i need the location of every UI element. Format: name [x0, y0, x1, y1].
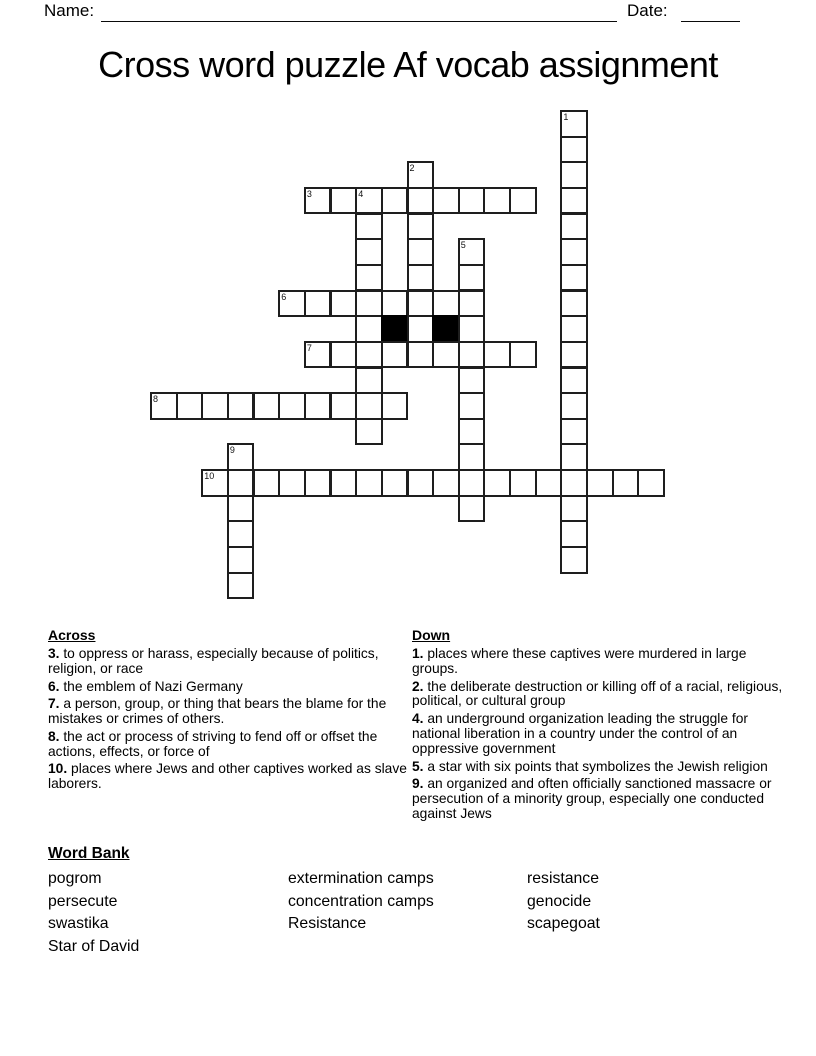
cell-number: 9: [229, 445, 235, 456]
clue-item: [412, 760, 786, 775]
clue-text: the act or process of striving to fend off or offset the actions, effects, or force of: [48, 728, 378, 759]
grid-cell[interactable]: [560, 341, 588, 369]
clue-number: 6.: [48, 678, 60, 694]
grid-cell[interactable]: [560, 264, 588, 292]
clue-text: places where Jews and other captives worked as slave laborers.: [48, 761, 407, 792]
grid-cell[interactable]: [432, 469, 460, 497]
grid-cell[interactable]: [304, 341, 332, 369]
grid-cell[interactable]: [458, 443, 486, 471]
clue-item: [412, 777, 786, 822]
name-blank-line[interactable]: [101, 1, 617, 22]
cell-number: 5: [460, 240, 466, 251]
clue-number: 10.: [48, 761, 68, 777]
date-label: Date:: [627, 1, 668, 20]
grid-cell[interactable]: [458, 392, 486, 420]
grid-cell[interactable]: [355, 213, 383, 241]
grid-cell[interactable]: [560, 315, 588, 343]
clue-item: [412, 712, 786, 757]
grid-cell[interactable]: [355, 367, 383, 395]
grid-cell[interactable]: [458, 187, 486, 215]
grid-cell[interactable]: [201, 469, 229, 497]
grid-cell[interactable]: [458, 315, 486, 343]
grid-cell[interactable]: [227, 546, 255, 574]
grid-cell[interactable]: [176, 392, 204, 420]
grid-cell[interactable]: [560, 213, 588, 241]
down-clue-list: [412, 647, 786, 822]
grid-cell[interactable]: [355, 341, 383, 369]
clue-text: an organized and often officially sanctioned massacre or persecution of a minority group, especially one conducted against Jews: [412, 776, 772, 822]
grid-cell[interactable]: [330, 392, 358, 420]
grid-cell[interactable]: [253, 469, 281, 497]
grid-cell[interactable]: [355, 187, 383, 215]
cell-number: 10: [204, 471, 215, 482]
grid-cell[interactable]: [227, 520, 255, 548]
grid-cell[interactable]: [560, 520, 588, 548]
clue-number: 2.: [412, 678, 424, 694]
word-bank-item: Resistance: [288, 915, 367, 933]
cell-number: 4: [358, 188, 364, 199]
clue-item: [48, 697, 408, 727]
grid-cell[interactable]: [330, 187, 358, 215]
grid-cell[interactable]: [432, 341, 460, 369]
clue-text: the deliberate destruction or killing off of a racial, religious, political, or cultural group: [412, 678, 783, 709]
grid-cell[interactable]: [407, 315, 435, 343]
grid-cell[interactable]: [535, 469, 563, 497]
word-bank-item: scapegoat: [527, 915, 600, 933]
grid-cell[interactable]: [560, 136, 588, 164]
grid-cell[interactable]: [278, 469, 306, 497]
name-label: Name:: [44, 1, 95, 20]
grid-cell[interactable]: [407, 238, 435, 266]
grid-cell[interactable]: [355, 290, 383, 318]
clue-number: 1.: [412, 645, 424, 661]
grid-cell[interactable]: [330, 469, 358, 497]
clue-text: to oppress or harass, especially because of politics, religion, or race: [48, 645, 379, 676]
grid-cell[interactable]: [483, 341, 511, 369]
grid-cell[interactable]: [304, 290, 332, 318]
grid-cell[interactable]: [253, 392, 281, 420]
clue-number: 5.: [412, 758, 424, 774]
grid-cell[interactable]: [612, 469, 640, 497]
cell-number: 3: [306, 188, 312, 199]
grid-cell[interactable]: [458, 418, 486, 446]
grid-cell[interactable]: [458, 469, 486, 497]
grid-cell[interactable]: [355, 418, 383, 446]
grid-cell[interactable]: [586, 469, 614, 497]
grid-cell[interactable]: [560, 392, 588, 420]
word-bank-item: Star of David: [48, 937, 140, 955]
grid-cell[interactable]: [304, 187, 332, 215]
grid-cell[interactable]: [458, 290, 486, 318]
grid-cell[interactable]: [509, 469, 537, 497]
grid-cell[interactable]: [227, 495, 255, 523]
grid-cell[interactable]: [227, 392, 255, 420]
word-bank-item: genocide: [527, 892, 592, 910]
grid-cell[interactable]: [509, 341, 537, 369]
grid-cell[interactable]: [330, 341, 358, 369]
grid-cell[interactable]: [227, 469, 255, 497]
grid-cell[interactable]: [458, 367, 486, 395]
grid-cell[interactable]: [560, 546, 588, 574]
grid-cell[interactable]: [355, 392, 383, 420]
grid-cell[interactable]: [560, 238, 588, 266]
grid-cell[interactable]: [560, 187, 588, 215]
grid-cell[interactable]: [355, 238, 383, 266]
across-clue-list: [48, 647, 408, 792]
grid-cell[interactable]: [432, 290, 460, 318]
grid-cell[interactable]: [509, 187, 537, 215]
cell-number: 1: [563, 112, 569, 122]
grid-cell[interactable]: [407, 213, 435, 241]
grid-cell[interactable]: [560, 367, 588, 395]
cell-number: 8: [153, 394, 159, 405]
clue-number: 9.: [412, 776, 424, 792]
grid-cell[interactable]: [560, 110, 588, 138]
black-cell: [432, 315, 460, 343]
grid-cell[interactable]: [201, 392, 229, 420]
grid-cell[interactable]: [560, 469, 588, 497]
grid-cell[interactable]: [560, 495, 588, 523]
clue-text: a person, group, or thing that bears the blame for the mistakes or crimes of others.: [48, 696, 387, 727]
clue-number: 3.: [48, 645, 60, 661]
page-title: Cross word puzzle Af vocab assignment: [98, 44, 718, 85]
grid-cell[interactable]: [458, 238, 486, 266]
clue-item: [412, 647, 786, 677]
cell-number: 2: [409, 163, 415, 174]
grid-cell[interactable]: [278, 290, 306, 318]
grid-cell[interactable]: [304, 392, 332, 420]
grid-cell[interactable]: [560, 443, 588, 471]
clue-text: the emblem of Nazi Germany: [59, 678, 243, 694]
clue-item: [48, 762, 408, 792]
clue-text: places where these captives were murdered in large groups.: [412, 645, 747, 676]
word-bank-item: pogrom: [48, 870, 102, 887]
down-heading: Down: [412, 627, 451, 643]
clue-item: [48, 730, 408, 760]
grid-cell[interactable]: [227, 572, 255, 600]
word-bank-heading: Word Bank: [48, 845, 130, 862]
clue-item: [48, 647, 408, 677]
grid-cell[interactable]: [381, 187, 409, 215]
clue-text: a star with six points that symbolizes the Jewish religion: [423, 758, 768, 774]
grid-cell[interactable]: [278, 392, 306, 420]
grid-cell[interactable]: [227, 443, 255, 471]
word-bank-column: [48, 868, 139, 958]
grid-cell[interactable]: [560, 290, 588, 318]
word-bank-column: [288, 868, 434, 936]
grid-cell[interactable]: [637, 469, 665, 497]
across-heading: Across: [48, 627, 96, 643]
grid-cell[interactable]: [381, 290, 409, 318]
grid-cell[interactable]: [458, 495, 486, 523]
grid-cell[interactable]: [304, 469, 332, 497]
grid-cell[interactable]: [381, 469, 409, 497]
word-bank-item: swastika: [48, 915, 109, 933]
clue-item: [48, 680, 408, 695]
grid-cell[interactable]: [483, 469, 511, 497]
grid-cell[interactable]: [381, 341, 409, 369]
cell-number: 6: [281, 291, 287, 302]
grid-cell[interactable]: [407, 161, 435, 189]
grid-cell[interactable]: [355, 264, 383, 292]
cell-number: 7: [306, 342, 312, 353]
word-bank-item: concentration camps: [288, 892, 434, 910]
grid-cell[interactable]: [560, 161, 588, 189]
word-bank-item: resistance: [527, 870, 599, 887]
clue-number: 7.: [48, 696, 60, 712]
grid-cell[interactable]: [407, 469, 435, 497]
black-cell: [381, 315, 409, 343]
grid-cell[interactable]: [458, 264, 486, 292]
word-bank-item: extermination camps: [288, 870, 434, 887]
grid-cell[interactable]: [560, 418, 588, 446]
grid-cell[interactable]: [432, 187, 460, 215]
grid-cell[interactable]: [355, 315, 383, 343]
grid-cell[interactable]: [355, 469, 383, 497]
word-bank-item: persecute: [48, 892, 118, 910]
crossword-grid: [150, 110, 690, 610]
across-clues-section: [48, 628, 408, 795]
down-clues-section: [412, 628, 786, 825]
grid-cell[interactable]: [483, 187, 511, 215]
clue-number: 8.: [48, 728, 60, 744]
grid-cell[interactable]: [407, 341, 435, 369]
clue-item: [412, 680, 786, 710]
date-blank-line[interactable]: [681, 1, 740, 22]
grid-cell[interactable]: [407, 264, 435, 292]
word-bank-column: [527, 868, 600, 936]
clue-text: an underground organization leading the struggle for national liberation in a country under the control of an oppressive government: [412, 711, 748, 756]
grid-cell[interactable]: [150, 392, 178, 420]
grid-cell[interactable]: [407, 290, 435, 318]
clue-number: 4.: [412, 711, 424, 727]
grid-cell[interactable]: [458, 341, 486, 369]
grid-cell[interactable]: [330, 290, 358, 318]
grid-cell[interactable]: [381, 392, 409, 420]
grid-cell[interactable]: [407, 187, 435, 215]
